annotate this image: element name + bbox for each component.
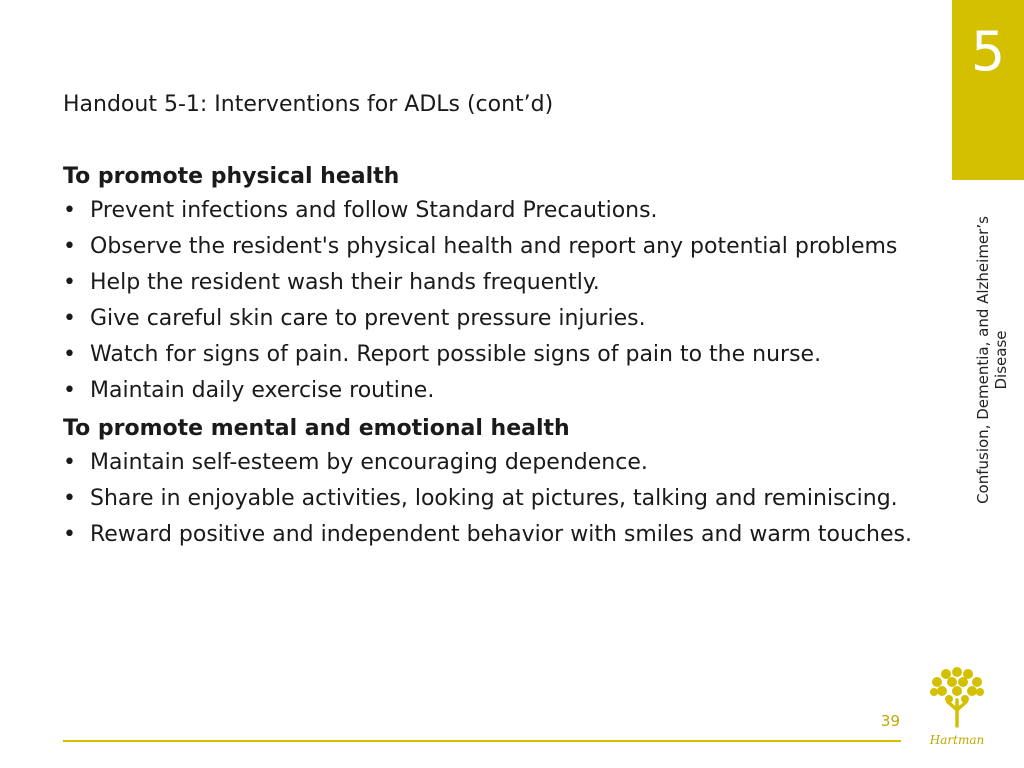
list-item-text: Reward positive and independent behavior with smiles and warm touches.: [90, 522, 912, 547]
bullet-icon: •: [63, 306, 76, 331]
bullet-icon: •: [63, 450, 76, 475]
list-item-text: Observe the resident's physical health and report any potential problems: [90, 234, 898, 259]
list-item-text: Prevent infections and follow Standard Precautions.: [90, 198, 658, 223]
list-item: [63, 306, 923, 332]
chapter-title-line1: Confusion, Dementia, and Alzheimer’s: [974, 216, 992, 504]
bullet-icon: •: [63, 342, 76, 367]
list-item-text: Maintain self-esteem by encouraging dependence.: [90, 450, 648, 475]
list-item: [63, 234, 923, 260]
list-item-text: Maintain daily exercise routine.: [90, 378, 435, 403]
chapter-tab: [952, 0, 1024, 180]
list-item-text: Give careful skin care to prevent pressure injuries.: [90, 306, 646, 331]
section-heading: To promote physical health: [63, 164, 400, 189]
chapter-number: 5: [970, 20, 1006, 83]
hartman-logo: [922, 660, 992, 752]
bullet-icon: •: [63, 378, 76, 403]
section-heading: To promote mental and emotional health: [63, 416, 570, 441]
list-item-text: Share in enjoyable activities, looking at pictures, talking and reminiscing.: [90, 486, 898, 511]
page-number: 39: [880, 712, 900, 730]
bullet-icon: •: [63, 522, 76, 547]
section-mental-health: [63, 414, 923, 548]
footer-divider: [63, 740, 901, 742]
list-item: [63, 522, 923, 548]
list-item: [63, 270, 923, 296]
list-item-text: Help the resident wash their hands frequently.: [90, 270, 600, 295]
bullet-list: [63, 450, 923, 548]
handout-title: Handout 5-1: Interventions for ADLs (cont’d): [63, 92, 554, 117]
logo-text: Hartman: [929, 733, 985, 747]
list-item: [63, 198, 923, 224]
list-item: [63, 378, 923, 404]
bullet-icon: •: [63, 234, 76, 259]
content-body: [63, 162, 923, 558]
bullet-icon: •: [63, 198, 76, 223]
chapter-title-line2: Disease: [992, 330, 1010, 390]
chapter-title: [968, 205, 1016, 515]
list-item: [63, 342, 923, 368]
section-physical-health: [63, 162, 923, 404]
bullet-icon: •: [63, 270, 76, 295]
bullet-list: [63, 198, 923, 404]
list-item-text: Watch for signs of pain. Report possible signs of pain to the nurse.: [90, 342, 822, 367]
bullet-icon: •: [63, 486, 76, 511]
list-item: [63, 450, 923, 476]
list-item: [63, 486, 923, 512]
